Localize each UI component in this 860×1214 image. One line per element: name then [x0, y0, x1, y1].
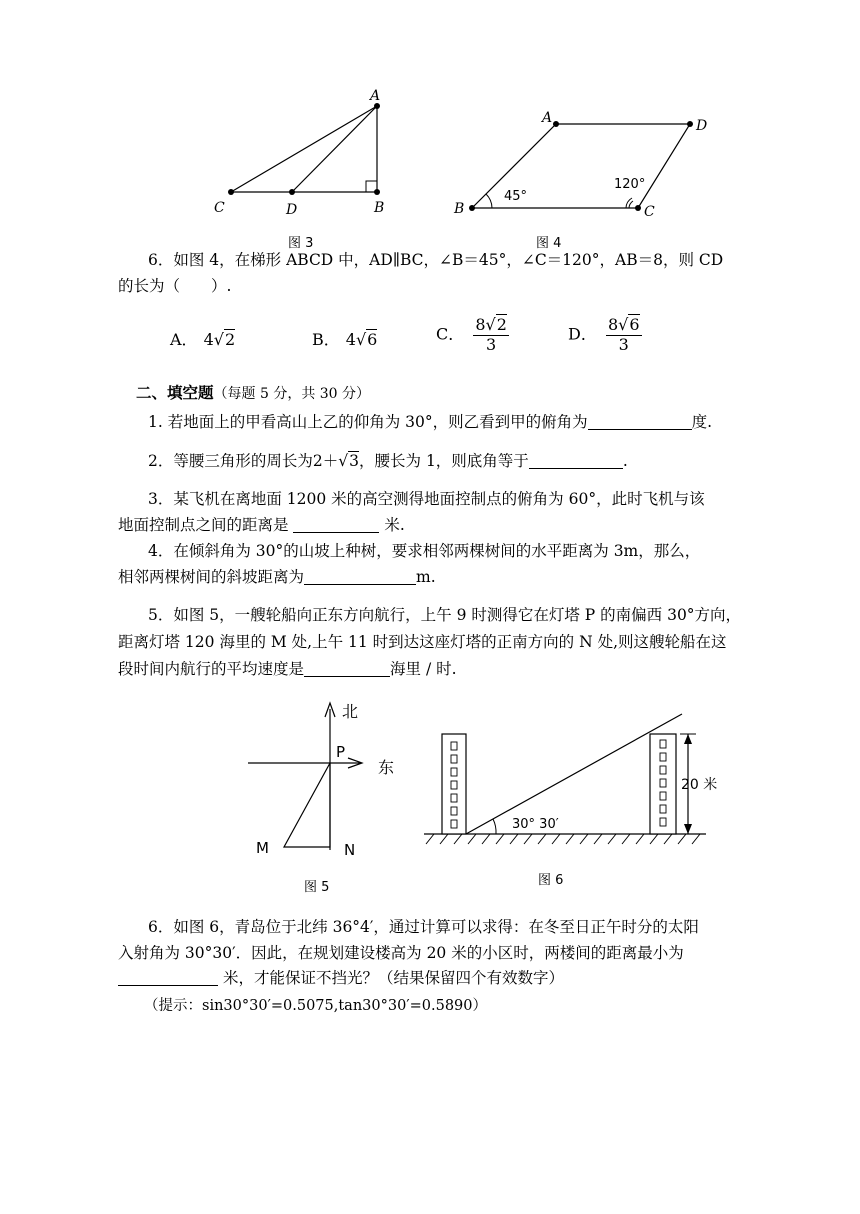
- figure-3-caption: 图 3: [288, 236, 314, 251]
- figure-6: [416, 700, 736, 860]
- q6b-line1: 6．如图 6，青岛位于北纬 36°4′，通过计算可以求得：在冬至日正午时分的太阳: [148, 918, 699, 936]
- figure-6-caption: 图 6: [538, 873, 564, 888]
- section-2-heading: 二、填空题（每题 5 分，共 30 分）: [136, 383, 371, 402]
- angle-b-label: 45°: [504, 189, 528, 204]
- q5-blank[interactable]: [304, 660, 390, 677]
- q2-blank[interactable]: [529, 452, 623, 469]
- q5-line3: 段时间内航行的平均速度是 海里 / 时.: [118, 660, 457, 678]
- q1: 1. 若地面上的甲看高山上乙的仰角为 30°，则乙看到甲的俯角为 度.: [148, 413, 713, 431]
- label-b: B: [374, 200, 385, 216]
- label-d: D: [286, 202, 298, 218]
- q5-line1: 5．如图 5，一艘轮船向正东方向航行，上午 9 时测得它在灯塔 P 的南偏西 30°方向，: [148, 606, 742, 624]
- q6b-line3: 米，才能保证不挡光？（结果保留四个有效数字）: [118, 968, 564, 988]
- q4-line1: 4．在倾斜角为 30°的山坡上种树，要求相邻两棵树间的水平距离为 3m，那么，: [148, 542, 701, 560]
- q6a-line2: 的长为（ ）.: [118, 277, 232, 295]
- q3-line2: 地面控制点之间的距离是 米.: [118, 516, 405, 534]
- figure-4-caption: 图 4: [536, 236, 562, 251]
- q6a-line1: 6．如图 4，在梯形 ABCD 中，AD∥BC，∠B＝45°，∠C＝120°，AB＝8，则 CD: [148, 251, 724, 269]
- q6b-line2: 入射角为 30°30′．因此，在规划建设楼高为 20 米的小区时，两楼间的距离最小为: [118, 944, 684, 962]
- q3-blank[interactable]: [293, 516, 379, 533]
- left-building: [442, 734, 466, 834]
- east-label: 东: [378, 758, 395, 777]
- point-m-label: M: [256, 839, 269, 857]
- ground-hatching: [426, 834, 700, 844]
- q6b-hint: （提示：sin30°30′=0.5075,tan30°30′=0.5890）: [144, 998, 487, 1014]
- figure-5: [240, 695, 410, 865]
- q5-line2: 距离灯塔 120 海里的 M 处,上午 11 时到达这座灯塔的正南方向的 N 处,则这艘轮船在这: [118, 633, 727, 651]
- q2: 2．等腰三角形的周长为2＋√3，腰长为 1，则底角等于 .: [148, 452, 628, 470]
- option-b: B． 4√6: [312, 330, 378, 349]
- label-b: B: [454, 201, 465, 217]
- option-c: C． $\frac{8√2}{3}$: [436, 315, 507, 354]
- north-label: 北: [342, 702, 359, 721]
- option-d: D． $\frac{8√6}{3}$: [568, 315, 640, 354]
- height-label: 20 米: [681, 777, 718, 793]
- label-d: D: [696, 118, 708, 134]
- q4-blank[interactable]: [304, 568, 416, 585]
- angle-label: 30° 30′: [512, 817, 559, 832]
- label-a: A: [542, 110, 553, 126]
- q6b-blank[interactable]: [118, 969, 218, 986]
- figure-3: [200, 80, 400, 220]
- label-c: C: [214, 200, 225, 216]
- q1-blank[interactable]: [588, 413, 692, 430]
- angle-c-label: 120°: [614, 177, 646, 192]
- q3-line1: 3．某飞机在离地面 1200 米的高空测得地面控制点的俯角为 60°，此时飞机与该: [148, 490, 705, 508]
- label-c: C: [644, 204, 655, 220]
- option-a: A． 4√2: [170, 330, 236, 349]
- right-building: [650, 734, 676, 834]
- label-a: A: [370, 88, 381, 104]
- point-n-label: N: [344, 841, 356, 859]
- figure-5-caption: 图 5: [304, 880, 330, 895]
- figure-4: [440, 100, 730, 225]
- point-p-label: P: [336, 743, 346, 761]
- triangle-pmn: [284, 763, 330, 847]
- q4-line2: 相邻两棵树间的斜坡距离为 m.: [118, 568, 436, 586]
